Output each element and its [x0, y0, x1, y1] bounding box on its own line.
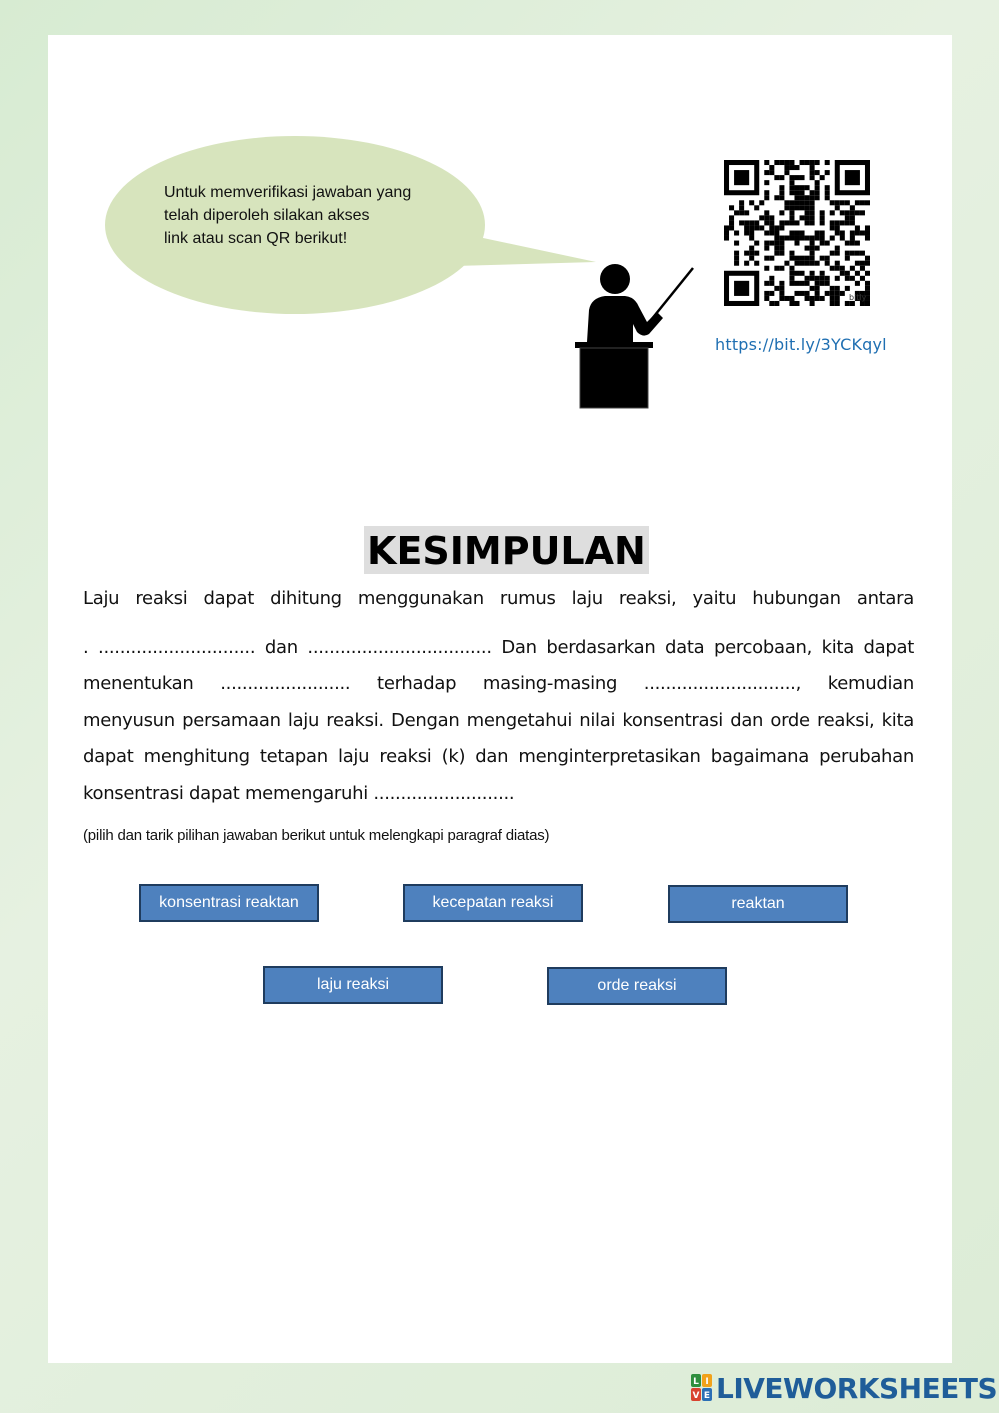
- answer-chip-orde-reaksi[interactable]: orde reaksi: [547, 967, 727, 1005]
- answer-chip-kecepatan-reaksi[interactable]: kecepatan reaksi: [403, 884, 583, 922]
- logo-letter: I: [705, 1377, 709, 1387]
- page-title: KESIMPULAN: [364, 526, 649, 574]
- logo-letter: E: [703, 1391, 711, 1401]
- speech-bubble-text: [164, 181, 464, 250]
- paragraph-line: . ............................. dan .................................. Dan berdasarkan data percobaan, kita dapat: [83, 637, 914, 658]
- speech-line: telah diperoleh silakan akses: [164, 207, 370, 224]
- qr-brand-label: bitly: [849, 293, 867, 302]
- teacher-pointing-icon: [575, 262, 697, 412]
- liveworksheets-logo-mark: [691, 1374, 713, 1402]
- liveworksheets-logo-text: LIVEWORKSHEETS: [716, 1371, 998, 1405]
- answer-chip-laju-reaksi[interactable]: laju reaksi: [263, 966, 443, 1004]
- answer-chip-reaktan[interactable]: reaktan: [668, 885, 848, 923]
- speech-line: link atau scan QR berikut!: [164, 230, 348, 247]
- paragraph-line: konsentrasi dapat memengaruhi ..........................: [83, 783, 515, 804]
- verification-link[interactable]: https://bit.ly/3YCKqyl: [715, 335, 887, 354]
- answer-chip-konsentrasi-reaktan[interactable]: konsentrasi reaktan: [139, 884, 319, 922]
- liveworksheets-logo[interactable]: [691, 1372, 997, 1404]
- logo-letter: V: [692, 1391, 700, 1401]
- instruction-text: (pilih dan tarik pilihan jawaban berikut untuk melengkapi paragraf diatas): [83, 827, 550, 844]
- qr-code[interactable]: [724, 160, 870, 306]
- logo-letter: L: [693, 1377, 699, 1387]
- paragraph-line: menyusun persamaan laju reaksi. Dengan mengetahui nilai konsentrasi dan orde reaksi, kita: [83, 710, 914, 731]
- paragraph-line: dapat menghitung tetapan laju reaksi (k) dan menginterpretasikan bagaimana perubahan: [83, 746, 914, 767]
- paragraph-line: Laju reaksi dapat dihitung menggunakan rumus laju reaksi, yaitu hubungan antara: [83, 588, 914, 609]
- paragraph-line: menentukan ........................ terhadap masing-masing ............................, kemudian: [83, 673, 914, 694]
- speech-line: Untuk memverifikasi jawaban yang: [164, 184, 412, 201]
